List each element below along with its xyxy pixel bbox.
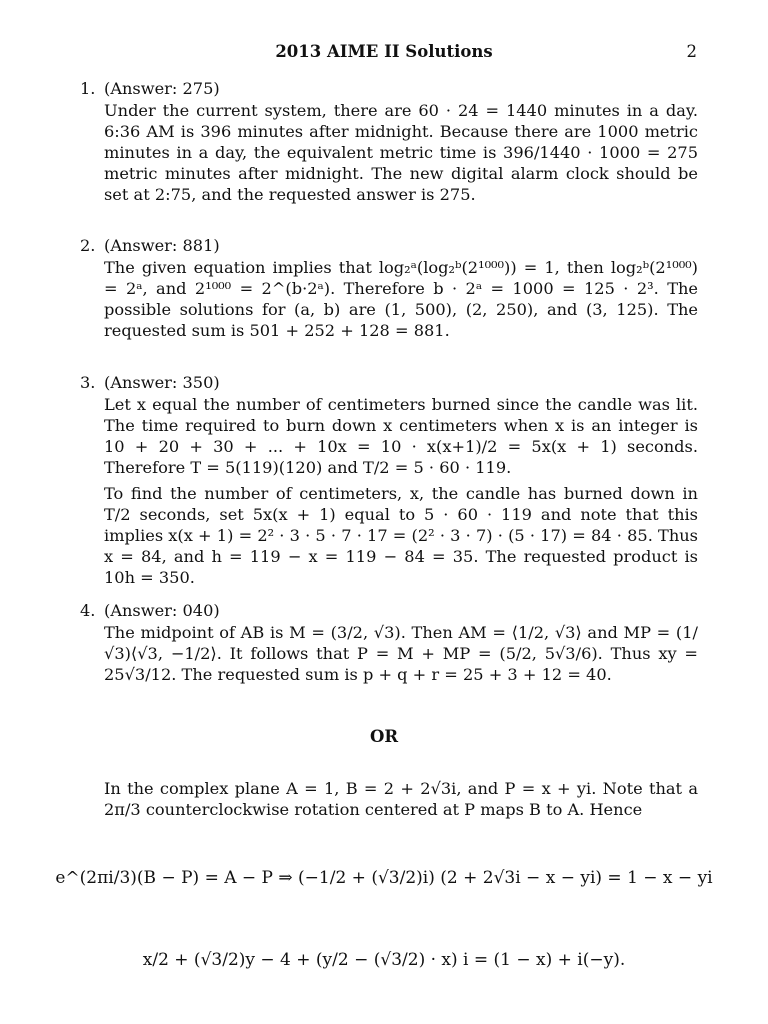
problem-heading: [80, 78, 698, 100]
problem-heading: [80, 600, 698, 622]
problem-answer: (Answer: 350): [104, 373, 220, 392]
solution-paragraph: To find the number of centimeters, x, the candle has burned down in T/2 seconds, set 5x(x + 1) equal to 5 · 60 · 119 and note that this implies x(x + 1) = 2² · 3 · 5 · 7 · 17 = (2² · 3 · 7) · (5 · 17) = 84 · 85. Thus x = 84, and h = 119 − x = 119 − 84 = 35. The requested product is 10h = 350.: [104, 484, 698, 587]
problem-number: 1.: [80, 79, 96, 98]
complex-plane-paragraph: In the complex plane A = 1, B = 2 + 2√3i, and P = x + yi. Note that a 2π/3 counterclockwise rotation centered at P maps B to A. Hence: [104, 779, 698, 819]
problem-2: [80, 235, 698, 346]
problem-number: 2.: [80, 236, 96, 255]
page-number: 2: [686, 42, 697, 61]
problem-answer: (Answer: 040): [104, 601, 220, 620]
problem-solution: [104, 394, 698, 588]
problem-heading: [80, 235, 698, 257]
problem-1: [80, 78, 698, 210]
problem-heading: [80, 372, 698, 394]
problem-3: [80, 372, 698, 593]
solution-paragraph: Under the current system, there are 60 · 24 = 1440 minutes in a day. 6:36 AM is 396 minutes after midnight. Because there are 1000 metric minutes in a day, the equivalent metric time is 396/1440 · 1000 = 275 metric minutes after midnight. The new digital alarm clock should be set at 2:75, and the requested answer is 275.: [104, 101, 698, 204]
solution-paragraph: The given equation implies that log₂ᵃ(log₂ᵇ(2¹⁰⁰⁰)) = 1, then log₂ᵇ(2¹⁰⁰⁰) = 2ᵃ, and 2¹⁰⁰⁰ = 2^(b·2ᵃ). Therefore b · 2ᵃ = 1000 = 125 · 2³. The possible solutions for (a, b) are (1, 500), (2, 250), and (3, 125). The requested sum is 501 + 252 + 128 = 881.: [104, 258, 698, 340]
problem-4: [80, 600, 698, 690]
or-heading: OR: [369, 727, 399, 746]
solution-paragraph: Let x equal the number of centimeters burned since the candle was lit. The time required to burn down x centimeters when x is an integer is 10 + 20 + 30 + ... + 10x = 10 · x(x+1)/2 = 5x(x + 1) seconds. Therefore T = 5(119)(120) and T/2 = 5 · 60 · 119.: [104, 395, 698, 477]
problem-number: 4.: [80, 601, 96, 620]
rotation-equation: e^(2πi/3)(B − P) = A − P ⇒ (−1/2 + (√3/2)i) (2 + 2√3i − x − yi) = 1 − x − yi: [55, 868, 713, 888]
problem-solution: [104, 257, 698, 341]
problem-answer: (Answer: 881): [104, 236, 220, 255]
problem-solution: [104, 100, 698, 205]
page-header: [0, 41, 768, 63]
problem-answer: (Answer: 275): [104, 79, 220, 98]
problem-number: 3.: [80, 373, 96, 392]
solution-paragraph: The midpoint of AB is M = (3/2, √3). Then AM = ⟨1/2, √3⟩ and MP = (1/√3)⟨√3, −1/2⟩. It follows that P = M + MP = (5/2, 5√3/6). Thus xy = 25√3/12. The requested sum is p + q + r = 25 + 3 + 12 = 40.: [104, 623, 698, 684]
problem-solution: [104, 622, 698, 685]
document-title: 2013 AIME II Solutions: [275, 42, 493, 61]
expanded-equation: x/2 + (√3/2)y − 4 + (y/2 − (√3/2) · x) i = (1 − x) + i(−y).: [142, 950, 626, 970]
